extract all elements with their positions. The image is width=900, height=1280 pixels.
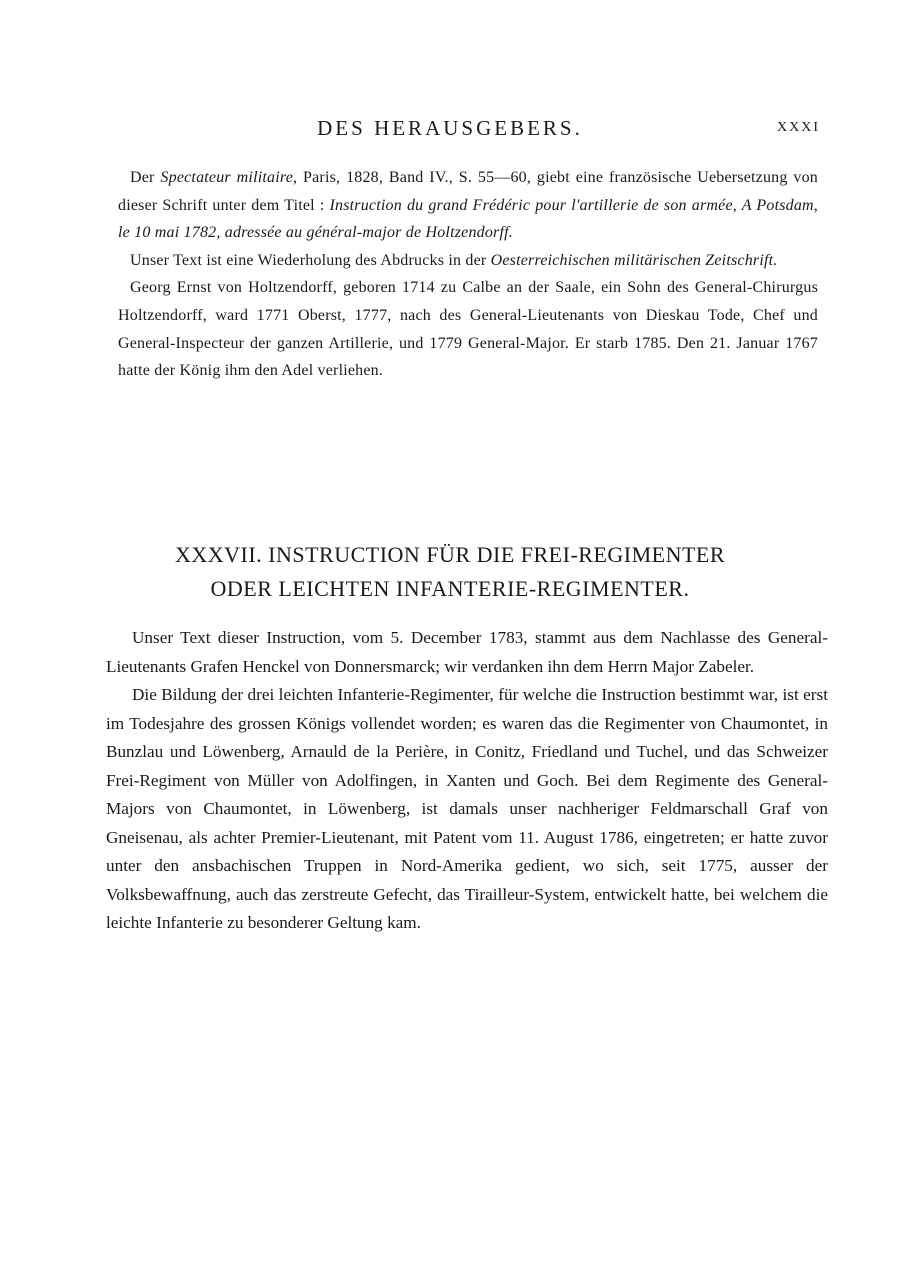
section-body bbox=[106, 624, 828, 938]
intro-p2-italic: Oesterreichischen militärischen Zeitschrift. bbox=[490, 251, 778, 269]
intro-paragraph-3: Georg Ernst von Holtzendorff, geboren 1714 zu Calbe an der Saale, ein Sohn des General-Chirurgus Holtzendorff, ward 1771 Oberst, 1777, nach des General-Lieutenants von Dieskau Tode, Chef und General-Inspecteur der ganzen Artillerie, und 1779 General-Major. Er starb 1785. Den 21. Januar 1767 hatte der König ihm den Adel verliehen. bbox=[118, 279, 818, 380]
section-paragraph-2: Die Bildung der drei leichten Infanterie-Regimenter, für welche die Instruction bestimmt war, ist erst im Todesjahre des grossen Königs vollendet worden; es waren das die Regimenter von Chaumontet, in Bunzlau und Löwenberg, Arnauld de la Perière, in Conitz, Friedland und Tuchel, und das Schweizer Frei-Regiment von Müller von Adolfingen, in Xanten und Goch. Bei dem Regimente des General-Majors von Chaumontet, in Löwenberg, ist damals unser nachheriger Feldmarschall Graf von Gneisenau, als achter Premier-Lieutenant, mit Patent vom 11. August 1786, eingetreten; er hatte zuvor unter den ansbachischen Truppen in Nord-Amerika gedient, wo sich, seit 1775, ausser der Volksbewaffnung, auch das zerstreute Gefecht, das Tirailleur-System, entwickelt hatte, bei welchem die leichte Infanterie zu besonderer Geltung kam. bbox=[106, 685, 828, 932]
running-title: DES HERAUSGEBERS. bbox=[317, 116, 583, 140]
intro-paragraph-2 bbox=[118, 247, 818, 275]
intro-paragraph-1 bbox=[118, 164, 818, 247]
intro-p1-italic-title: Instruction du grand Frédéric pour l'artillerie de son armée, A Potsdam, le 10 mai 1782, adressée au général-major de Holtzendorff. bbox=[118, 196, 818, 242]
intro-notes bbox=[118, 164, 818, 385]
page-number: XXXI bbox=[777, 120, 820, 135]
running-head bbox=[0, 116, 900, 146]
section-heading bbox=[0, 538, 900, 606]
intro-p2-text: Unser Text ist eine Wiederholung des Abdrucks in der bbox=[130, 251, 491, 269]
section-heading-line-1: XXXVII. INSTRUCTION FÜR DIE FREI-REGIMENTER bbox=[174, 542, 726, 567]
intro-p1-italic-journal: Spectateur militaire, bbox=[160, 169, 298, 186]
intro-p1-text-a: Der bbox=[130, 169, 161, 186]
section-paragraph-1: Unser Text dieser Instruction, vom 5. December 1783, stammt aus dem Nachlasse des General-Lieutenants Grafen Henckel von Donnersmarck; wir verdanken ihn dem Herrn Major Zabeler. bbox=[106, 628, 828, 676]
intro-p1-text-b: Paris, 1828, Band IV., S. 55—60, giebt eine französische Uebersetzung von dieser Schrift unter dem Titel : bbox=[118, 169, 818, 214]
section-heading-line-2: ODER LEICHTEN INFANTERIE-REGIMENTER. bbox=[210, 576, 690, 601]
